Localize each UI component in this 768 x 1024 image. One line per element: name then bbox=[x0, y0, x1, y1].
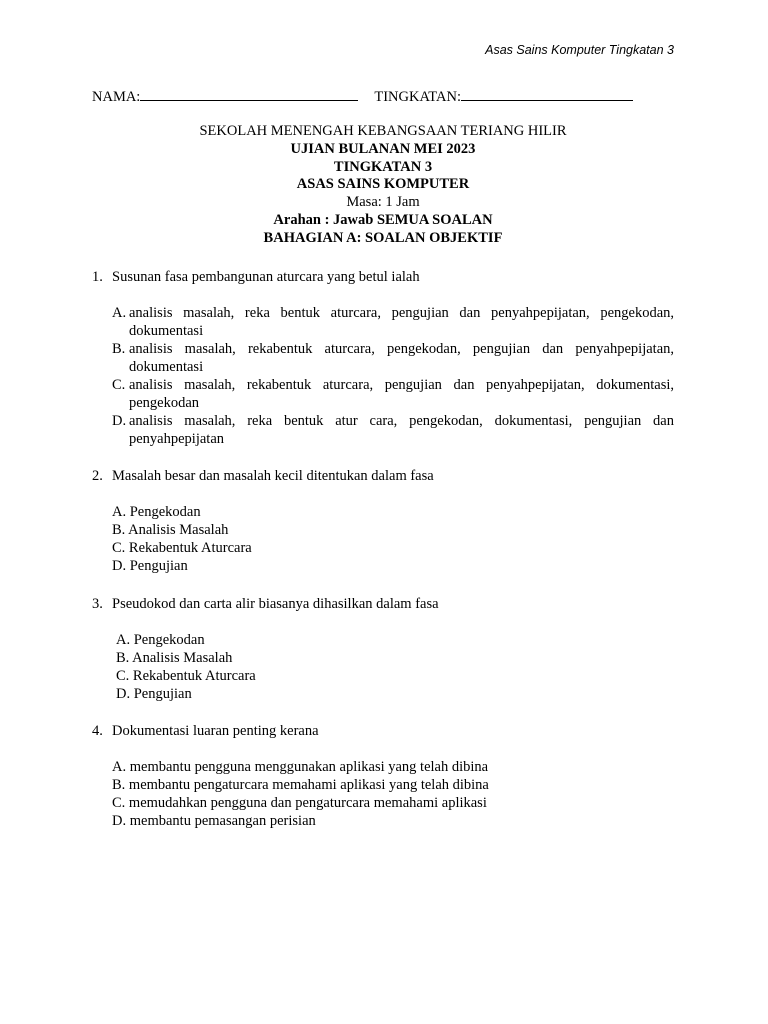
form-label: TINGKATAN: bbox=[374, 89, 461, 105]
question-3 bbox=[92, 595, 674, 718]
question-2 bbox=[92, 467, 674, 590]
school-name: SEKOLAH MENENGAH KEBANGSAAN TERIANG HILIR bbox=[199, 123, 567, 139]
option-c: C. Rekabentuk Aturcara bbox=[116, 668, 256, 684]
question-stem: 3. Pseudokod dan carta alir biasanya dihasilkan dalam fasa bbox=[92, 596, 439, 612]
option-b: B. Analisis Masalah bbox=[116, 650, 233, 666]
option-a: A. analisis masalah, reka bentuk aturcara, pengujian dan penyahpepijatan, pengekodan, dokumentasi bbox=[112, 305, 674, 339]
option-c: C. analisis masalah, rekabentuk aturcara, pengujian dan penyahpepijatan, dokumentasi, pengekodan bbox=[112, 377, 674, 411]
option-list bbox=[92, 758, 674, 830]
name-blank bbox=[140, 86, 358, 101]
option-a: A. membantu pengguna menggunakan aplikasi yang telah dibina bbox=[112, 759, 489, 775]
question-stem: 4. Dokumentasi luaran penting kerana bbox=[92, 723, 319, 739]
option-d: D. membantu pemasangan perisian bbox=[112, 813, 316, 829]
form-level: TINGKATAN 3 bbox=[333, 158, 433, 175]
option-b: B. membantu pengaturcara memahami aplikasi yang telah dibina bbox=[112, 777, 489, 793]
option-list bbox=[92, 503, 674, 575]
question-stem: 1. Susunan fasa pembangunan aturcara yang betul ialah bbox=[92, 269, 420, 285]
option-b: B. Analisis Masalah bbox=[112, 522, 229, 538]
option-c: C. memudahkan pengguna dan pengaturcara memahami aplikasi bbox=[112, 795, 487, 811]
option-a: A. Pengekodan bbox=[112, 504, 201, 520]
running-header: Asas Sains Komputer Tingkatan 3 bbox=[485, 43, 674, 57]
option-d: D. Pengujian bbox=[112, 558, 188, 574]
exam-heading bbox=[92, 123, 674, 248]
question-1 bbox=[92, 268, 674, 463]
option-list bbox=[92, 631, 674, 703]
option-d: D. analisis masalah, reka bentuk atur cara, pengekodan, dokumentasi, pengujian dan penyahpepijatan bbox=[112, 413, 674, 447]
form-blank bbox=[461, 86, 633, 101]
option-c: C. Rekabentuk Aturcara bbox=[112, 540, 252, 556]
section-title: BAHAGIAN A: SOALAN OBJEKTIF bbox=[263, 229, 503, 246]
name-label: NAMA: bbox=[92, 89, 141, 105]
question-4 bbox=[92, 722, 674, 845]
student-identity-line bbox=[92, 86, 633, 107]
option-d: D. Pengujian bbox=[116, 686, 192, 702]
subject-title: ASAS SAINS KOMPUTER bbox=[296, 176, 470, 193]
exam-instruction: Arahan : Jawab SEMUA SOALAN bbox=[273, 211, 493, 228]
question-stem: 2. Masalah besar dan masalah kecil ditentukan dalam fasa bbox=[92, 468, 434, 484]
exam-duration: Masa: 1 Jam bbox=[346, 194, 420, 211]
option-b: B. analisis masalah, rekabentuk aturcara, pengekodan, pengujian dan penyahpepijatan, dokumentasi bbox=[112, 341, 674, 375]
option-a: A. Pengekodan bbox=[116, 632, 205, 648]
exam-title: UJIAN BULANAN MEI 2023 bbox=[290, 140, 476, 157]
option-list bbox=[92, 304, 674, 448]
